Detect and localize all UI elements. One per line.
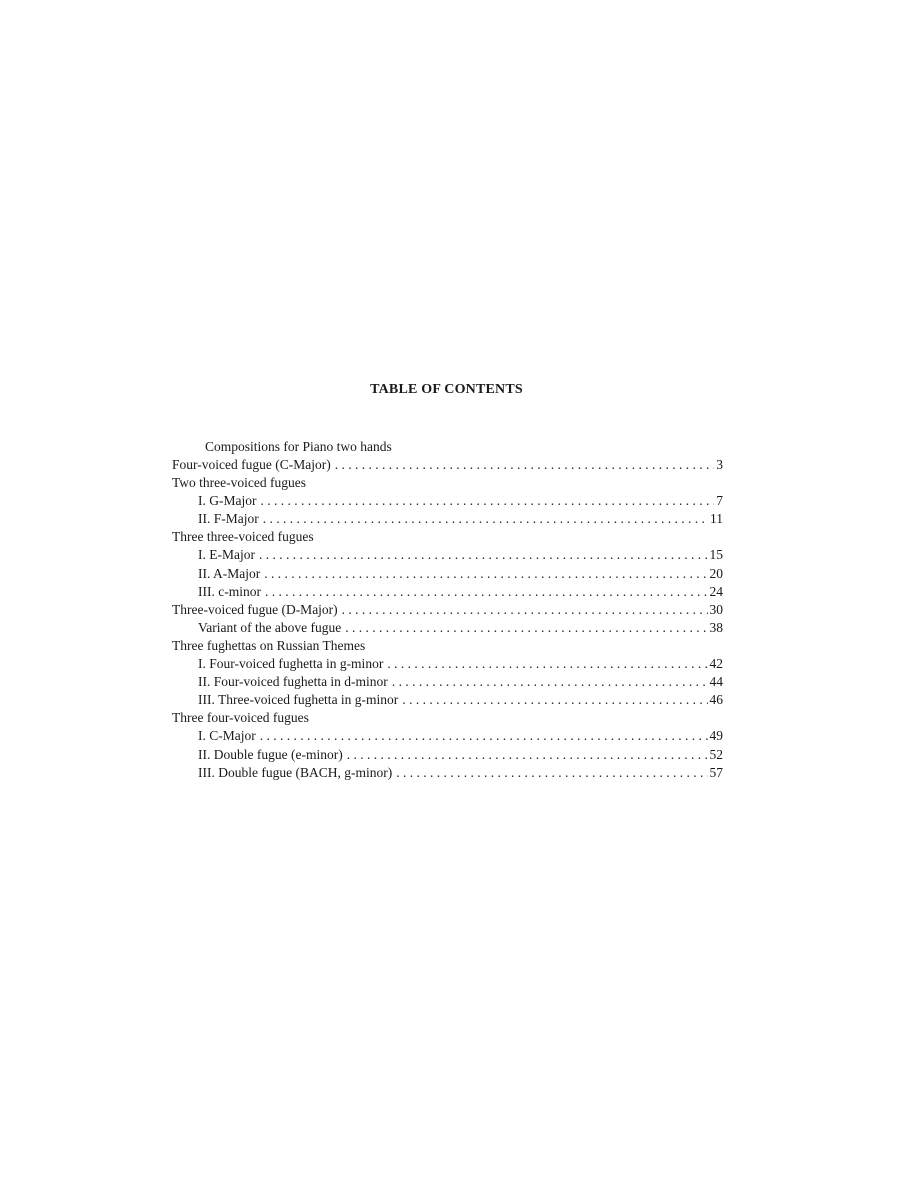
toc-entry-label: I. E-Major xyxy=(198,547,255,563)
toc-entry xyxy=(172,546,723,564)
toc-entry xyxy=(172,583,723,601)
toc-entry-label: I. G-Major xyxy=(198,493,257,509)
toc-page-number: 44 xyxy=(709,674,723,690)
toc-dot-leader xyxy=(260,727,708,745)
toc-entry-label: Four-voiced fugue (C-Major) xyxy=(172,457,331,472)
toc-entry-label: Three four-voiced fugues xyxy=(172,710,309,726)
toc-entry xyxy=(172,746,723,764)
toc-entry xyxy=(172,764,723,782)
toc-dot-leader xyxy=(396,764,707,782)
toc-dot-leader xyxy=(335,456,715,474)
toc-page-number: 15 xyxy=(709,547,723,563)
toc-list xyxy=(172,456,723,782)
toc-dot-leader xyxy=(264,565,707,583)
toc-entry xyxy=(172,691,723,709)
toc-title: TABLE OF CONTENTS xyxy=(370,382,523,397)
toc-page-number: 57 xyxy=(709,764,723,780)
toc-page-number: 24 xyxy=(709,583,723,599)
toc-dot-leader xyxy=(260,492,714,510)
toc-page-number: 3 xyxy=(716,457,723,472)
toc-entry xyxy=(172,456,723,474)
toc-entry xyxy=(172,565,723,583)
toc-dot-leader xyxy=(265,583,708,601)
toc-entry xyxy=(172,601,723,619)
toc-page-number: 38 xyxy=(709,619,723,635)
toc-page-number: 7 xyxy=(716,493,723,509)
toc-entry-label: II. A-Major xyxy=(198,565,261,581)
toc-entry-label: I. Four-voiced fughetta in g-minor xyxy=(198,656,384,672)
toc-entry xyxy=(172,510,723,528)
toc-entry-label: Three-voiced fugue (D-Major) xyxy=(172,601,338,617)
toc-entry xyxy=(172,655,723,673)
toc-entry-label: Three fughettas on Russian Themes xyxy=(172,637,366,653)
toc-dot-leader xyxy=(402,691,707,709)
toc-entry-label: Two three-voiced fugues xyxy=(172,475,307,491)
toc-entry-label: Three three-voiced fugues xyxy=(172,529,314,545)
toc-page-number: 30 xyxy=(709,601,723,617)
toc-page-number: 20 xyxy=(709,565,723,581)
toc-entry-label: II. Four-voiced fughetta in d-minor xyxy=(198,674,388,690)
toc-entry-label: III. Three-voiced fughetta in g-minor xyxy=(198,692,399,708)
toc-entry xyxy=(172,619,723,637)
toc-entry xyxy=(172,492,723,510)
toc-dot-leader xyxy=(263,510,708,528)
toc-entry xyxy=(172,673,723,691)
toc-page-number: 52 xyxy=(709,746,723,762)
toc-entry xyxy=(172,727,723,745)
toc-entry-label: II. F-Major xyxy=(198,511,259,527)
toc-entry-label: I. C-Major xyxy=(198,728,256,744)
toc-entry-label: II. Double fugue (e-minor) xyxy=(198,746,343,762)
toc-page-number: 49 xyxy=(709,728,723,744)
toc-page-number: 46 xyxy=(709,692,723,708)
toc-dot-leader xyxy=(347,746,708,764)
toc-dot-leader xyxy=(259,546,708,564)
toc-entry-label: Variant of the above fugue xyxy=(198,619,342,635)
toc-section-heading: Compositions for Piano two hands xyxy=(205,439,392,454)
toc-page-number: 42 xyxy=(709,656,723,672)
toc-group-heading xyxy=(172,528,723,546)
toc-entry-label: III. Double fugue (BACH, g-minor) xyxy=(198,764,393,780)
toc-group-heading xyxy=(172,709,723,727)
toc-page-number: 11 xyxy=(710,511,723,527)
toc-group-heading xyxy=(172,637,723,655)
toc-group-heading xyxy=(172,474,723,492)
toc-dot-leader xyxy=(342,601,708,619)
toc-entry-label: III. c-minor xyxy=(198,583,261,599)
toc-dot-leader xyxy=(387,655,707,673)
toc-dot-leader xyxy=(392,673,708,691)
toc-dot-leader xyxy=(345,619,707,637)
